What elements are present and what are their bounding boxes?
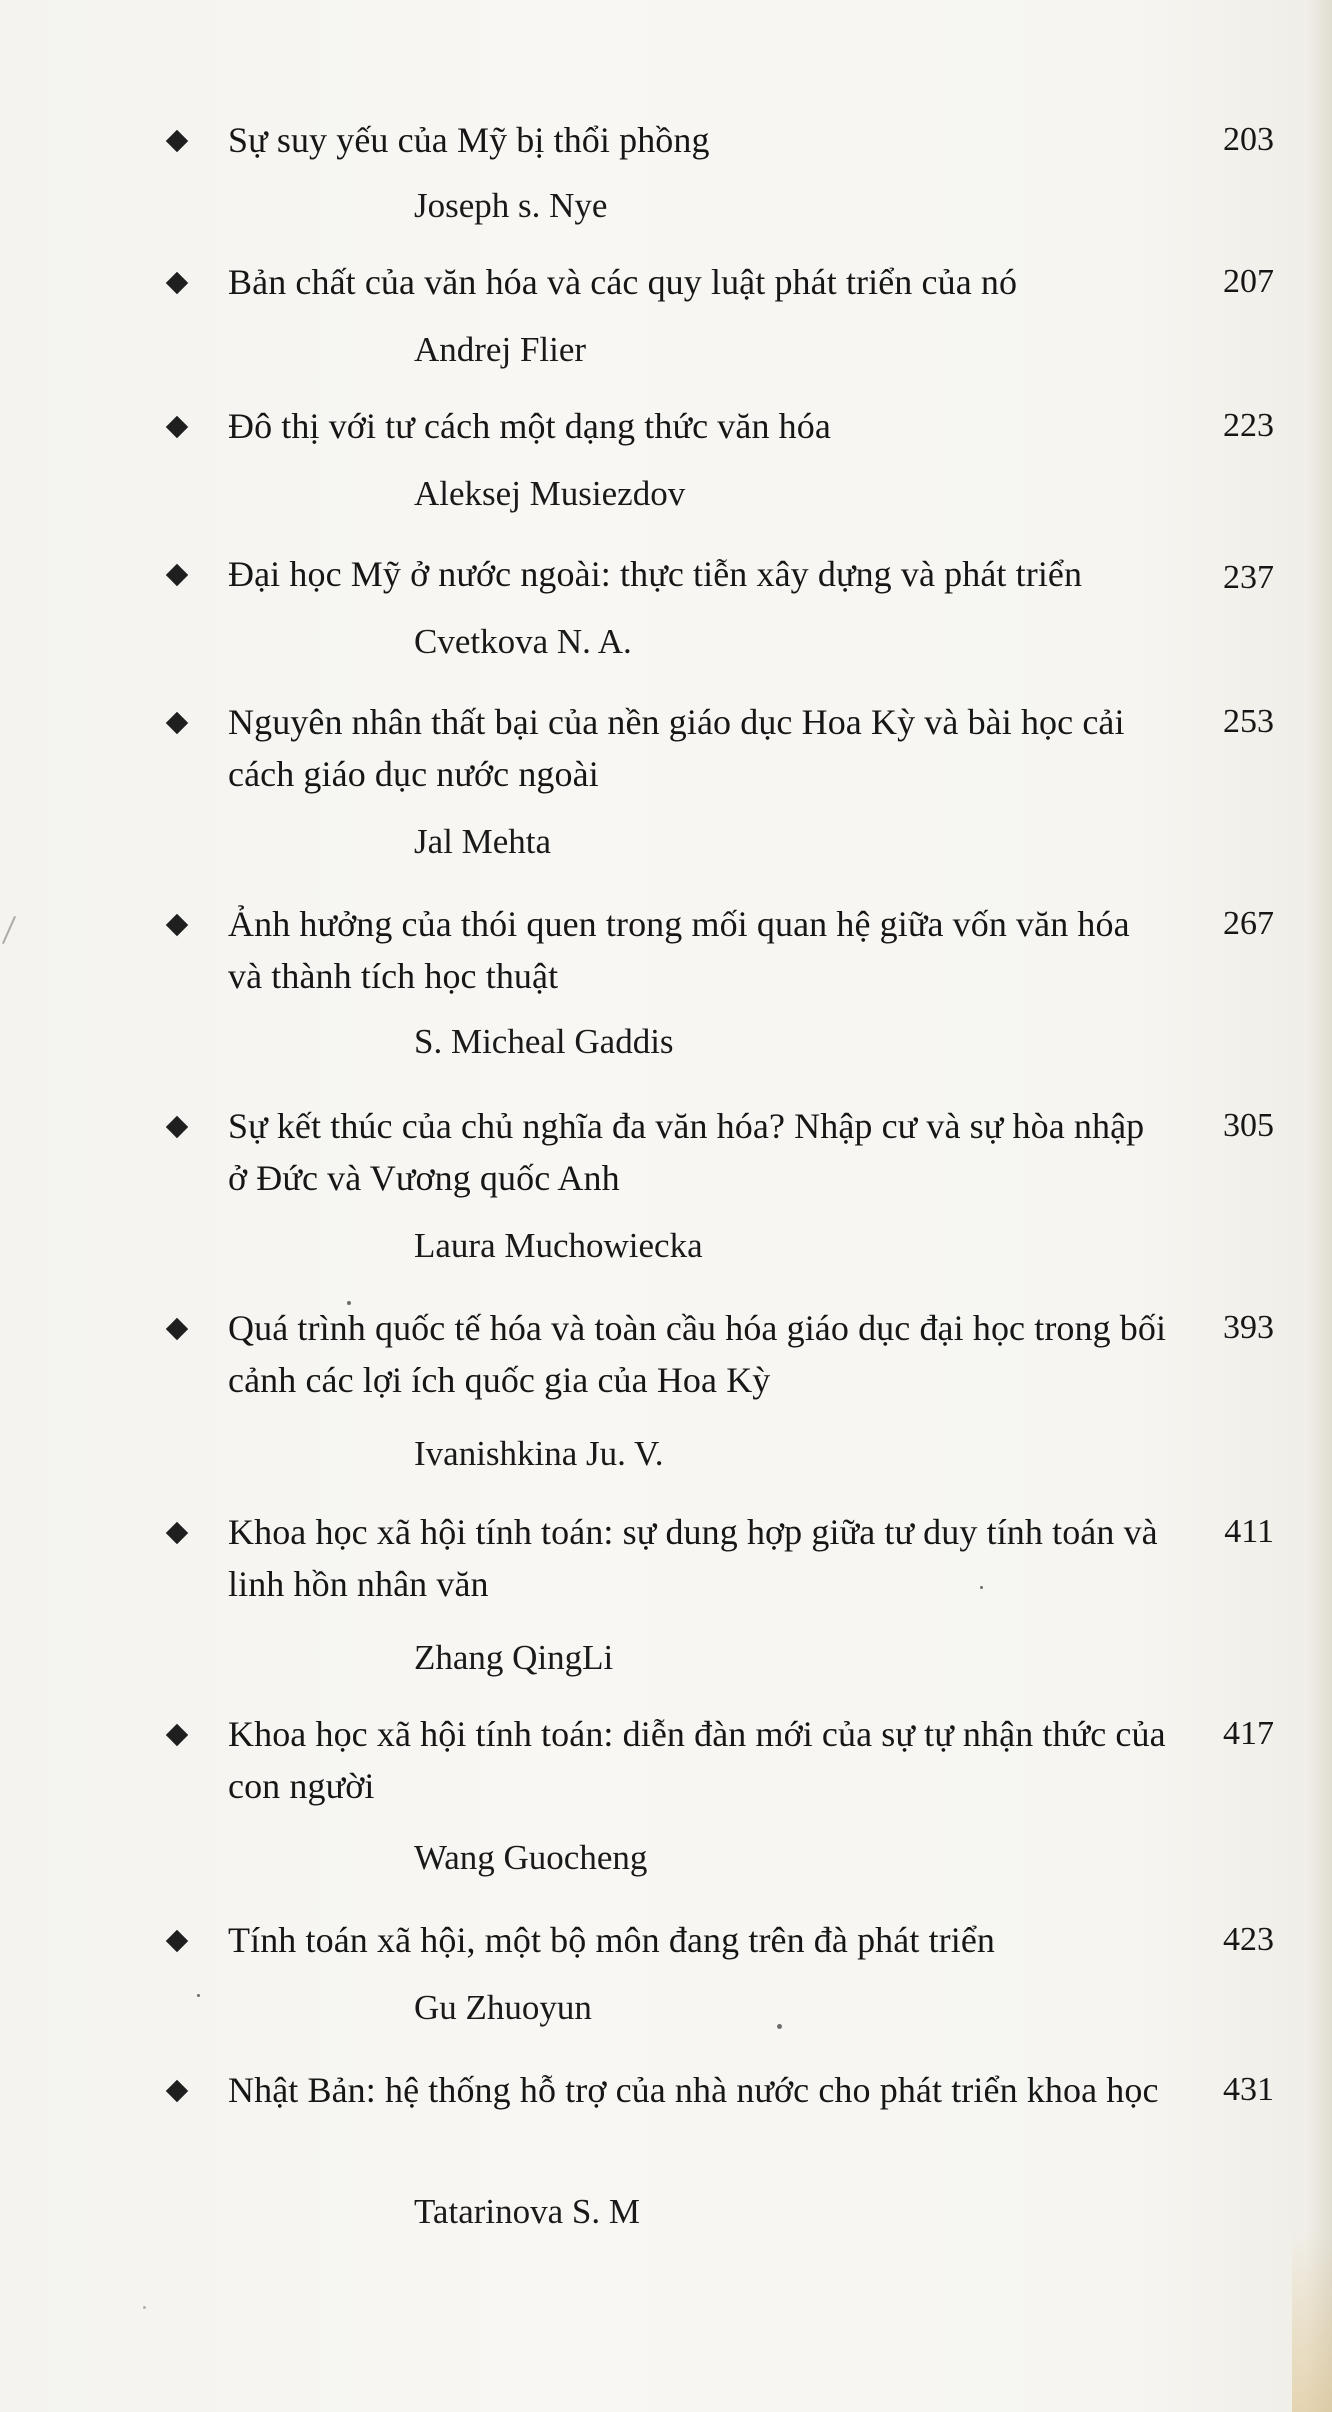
entry-page-number: 417 — [1223, 1715, 1274, 1752]
entry-page-number: 237 — [1223, 559, 1274, 596]
bullet-diamond-icon — [166, 2080, 188, 2102]
entry-title: Đô thị với tư cách một dạng thức văn hóa — [228, 406, 831, 446]
entry-title: Sự kết thúc của chủ nghĩa đa văn hóa? Nhập cư và sự hòa nhập ở Đức và Vương quốc Anh — [228, 1106, 1145, 1198]
bullet-diamond-icon — [166, 1930, 188, 1952]
entry-title: Ảnh hưởng của thói quen trong mối quan hệ giữa vốn văn hóa và thành tích học thuật — [228, 904, 1130, 996]
entry-author: Joseph s. Nye — [414, 186, 608, 225]
entry-author: Ivanishkina Ju. V. — [414, 1434, 664, 1473]
entry-title: Nhật Bản: hệ thống hỗ trợ của nhà nước cho phát triển khoa học — [228, 2070, 1159, 2110]
entry-title: Tính toán xã hội, một bộ môn đang trên đà phát triển — [228, 1920, 996, 1960]
entry-title: Bản chất của văn hóa và các quy luật phát triển của nó — [228, 262, 1018, 302]
entry-author: Gu Zhuoyun — [414, 1988, 592, 2027]
bullet-diamond-icon — [166, 416, 188, 438]
entry-title: Sự suy yếu của Mỹ bị thổi phồng — [228, 120, 710, 160]
entry-title: Nguyên nhân thất bại của nền giáo dục Hoa Kỳ và bài học cải cách giáo dục nước ngoài — [228, 702, 1125, 794]
entry-author: Jal Mehta — [414, 822, 552, 861]
entry-page-number: 305 — [1223, 1107, 1274, 1144]
bullet-diamond-icon — [166, 1116, 188, 1138]
entry-author: Aleksej Musiezdov — [414, 474, 686, 513]
bullet-diamond-icon — [166, 564, 188, 586]
entry-page-number: 431 — [1223, 2071, 1274, 2108]
entry-author: S. Micheal Gaddis — [414, 1022, 674, 1061]
entry-title: Khoa học xã hội tính toán: diễn đàn mới của sự tự nhận thức của con người — [228, 1714, 1166, 1806]
bullet-diamond-icon — [166, 914, 188, 936]
entry-page-number: 253 — [1223, 703, 1274, 740]
bullet-diamond-icon — [166, 272, 188, 294]
entry-author: Zhang QingLi — [414, 1638, 614, 1677]
entry-author: Laura Muchowiecka — [414, 1226, 703, 1265]
bullet-diamond-icon — [166, 1318, 188, 1340]
entry-page-number: 411 — [1224, 1513, 1274, 1550]
entry-author: Andrej Flier — [414, 330, 587, 369]
bullet-diamond-icon — [166, 130, 188, 152]
entry-page-number: 207 — [1223, 263, 1274, 300]
bullet-diamond-icon — [166, 1522, 188, 1544]
entry-page-number: 393 — [1223, 1309, 1274, 1346]
entry-page-number: 423 — [1223, 1921, 1274, 1958]
entry-author: Tatarinova S. M — [414, 2192, 640, 2231]
entry-author: Cvetkova N. A. — [414, 622, 632, 661]
entry-title: Khoa học xã hội tính toán: sự dung hợp giữa tư duy tính toán và linh hồn nhân văn — [228, 1512, 1158, 1604]
entry-author: Wang Guocheng — [414, 1838, 648, 1877]
entry-title: Đại học Mỹ ở nước ngoài: thực tiễn xây dựng và phát triển — [228, 554, 1083, 594]
entry-title: Quá trình quốc tế hóa và toàn cầu hóa giáo dục đại học trong bối cảnh các lợi ích quốc gia của Hoa Kỳ — [228, 1308, 1167, 1400]
entry-page-number: 223 — [1223, 407, 1274, 444]
bullet-diamond-icon — [166, 712, 188, 734]
entry-page-number: 203 — [1223, 121, 1274, 158]
entry-page-number: 267 — [1223, 905, 1274, 942]
bullet-diamond-icon — [166, 1724, 188, 1746]
